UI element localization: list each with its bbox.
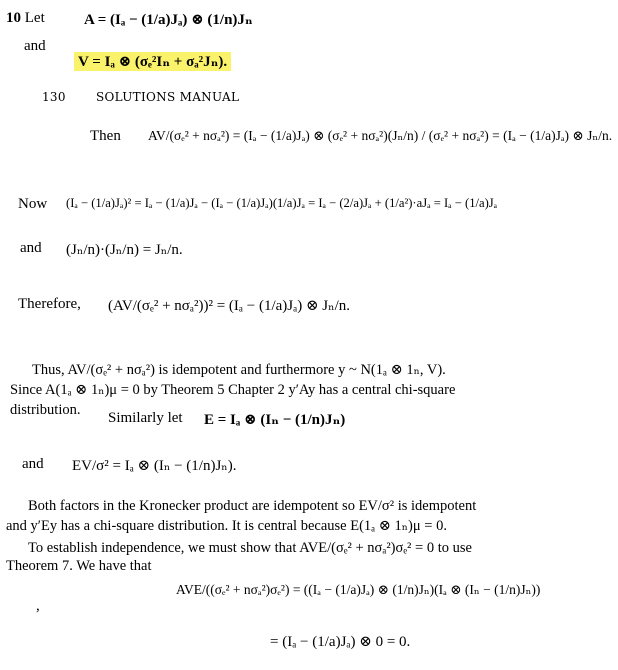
similarly-equation: E = Iₐ ⊗ (Iₙ − (1/n)Jₙ) <box>204 412 346 428</box>
therefore-label: Therefore, <box>18 296 81 312</box>
running-title: SOLUTIONS MANUAL <box>96 90 240 104</box>
ave-equation-1: AVE/((σₑ² + nσₐ²)σₑ²) = ((Iₐ − (1/a)Jₐ) ⊗ (1/n)Jₙ)(Iₐ ⊗ (Iₙ − (1/n)Jₙ)) <box>176 582 541 597</box>
both-line-1: Both factors in the Kronecker product are idempotent so EV/σ² is idempotent <box>28 498 477 514</box>
margin-mark: , <box>36 598 40 614</box>
thus-line-1: Thus, AV/(σₑ² + nσₐ²) is idempotent and furthermore y ~ N(1ₐ ⊗ 1ₙ, V). <box>32 362 446 378</box>
problem-number: 10 <box>6 10 21 26</box>
therefore-equation: (AV/(σₑ² + nσₐ²))² = (Iₐ − (1/a)Jₐ) ⊗ Jₙ/n. <box>108 298 351 314</box>
and-label-2: and <box>20 240 42 256</box>
ave-equation-2: = (Iₐ − (1/a)Jₐ) ⊗ 0 = 0. <box>270 634 411 650</box>
to-line-2: Theorem 7. We have that <box>6 558 152 574</box>
jn-equation: (Jₙ/n)·(Jₙ/n) = Jₙ/n. <box>66 242 183 258</box>
now-equation: (Iₐ − (1/a)Jₐ)² = Iₐ − (1/a)Jₐ − (Iₐ − (1/a)Jₐ)(1/a)Jₐ = Iₐ − (2/a)Jₐ + (1/a²)·aJₐ = Iₐ − (1/a)Jₐ <box>66 196 498 210</box>
let-label: Let <box>24 10 45 26</box>
equation-V-highlighted: V = Iₐ ⊗ (σₑ²Iₙ + σₐ²Jₙ). <box>74 52 231 71</box>
thus-line-2: Since A(1ₐ ⊗ 1ₙ)μ = 0 by Theorem 5 Chapter 2 y′Ay has a central chi-square <box>10 382 456 398</box>
similarly-label: Similarly let <box>108 410 183 426</box>
and-label-3: and <box>22 456 44 472</box>
thus-line-3: distribution. <box>10 402 81 418</box>
then-equation: AV/(σₑ² + nσₐ²) = (Iₐ − (1/a)Jₐ) ⊗ (σₑ² + nσₐ²)(Jₙ/n) / (σₑ² + nσₐ²) = (Iₐ − (1/a)Jₐ) ⊗ Jₙ/n. <box>148 128 613 143</box>
ev-equation: EV/σ² = Iₐ ⊗ (Iₙ − (1/n)Jₙ). <box>72 458 237 474</box>
to-line-1: To establish independence, we must show that AVE/(σₑ² + nσₐ²)σₑ² = 0 to use <box>28 540 472 556</box>
both-line-2: and y′Ey has a chi-square distribution. It is central because E(1ₐ ⊗ 1ₙ)μ = 0. <box>6 518 447 534</box>
problem-label <box>6 10 45 27</box>
and-label-top: and <box>24 38 46 54</box>
equation-A: A = (Iₐ − (1/a)Jₐ) ⊗ (1/n)Jₙ <box>84 12 253 28</box>
then-label: Then <box>90 128 121 144</box>
page-number: 130 <box>42 90 66 104</box>
now-label: Now <box>18 196 48 212</box>
